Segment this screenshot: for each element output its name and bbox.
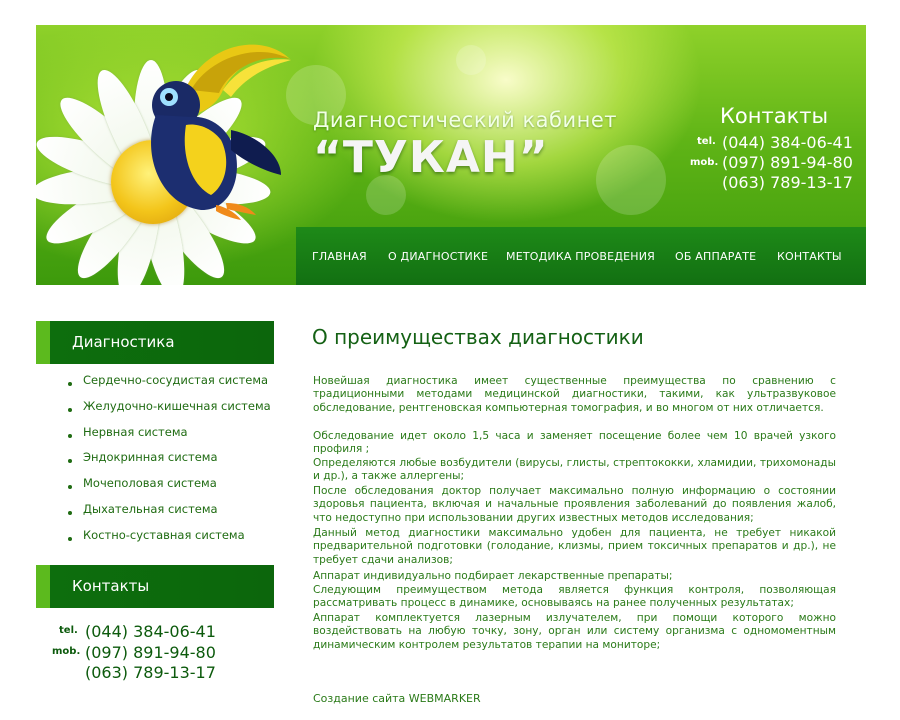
nav-item-home[interactable]: ГЛАВНАЯ (312, 250, 367, 263)
tel-label: tel. (59, 625, 78, 636)
bokeh-light (596, 145, 666, 215)
content-paragraph: Обследование идет около 1,5 часа и заменяет посещение более чем 10 врачей узкого профиля ; (313, 430, 836, 456)
sidebar-item-genitourinary[interactable]: Мочеполовая система (68, 476, 271, 502)
sidebar-contacts-header (36, 565, 274, 608)
nav-item-about-diagnostics[interactable]: О ДИАГНОСТИКЕ (388, 250, 489, 263)
sidebar-item-gastrointestinal[interactable]: Желудочно-кишечная система (68, 399, 271, 425)
nav-item-device[interactable]: ОБ АППАРАТЕ (675, 250, 757, 263)
header-banner (36, 25, 866, 285)
sidebar-diagnostics-header (36, 321, 274, 364)
mob-label: mob. (52, 646, 81, 657)
sidebar-diagnostics-list (68, 373, 271, 554)
sidebar-contacts-title: Контакты (72, 577, 150, 595)
page-title: О преимуществах диагностики (312, 325, 644, 349)
content-paragraph: Следующим преимуществом метода является функция контроля, позволяющая рассматривать процесс в динамике, основываясь на ранее полученных результатах; (313, 584, 836, 610)
content-paragraph: Аппарат индивидуально подбирает лекарственные препараты; (313, 570, 673, 582)
sidebar-item-endocrine[interactable]: Эндокринная система (68, 450, 271, 476)
sidebar-item-nervous[interactable]: Нервная система (68, 425, 271, 451)
tel-label: tel. (697, 136, 716, 147)
header-phone: (097) 891-94-80 (722, 153, 853, 172)
header-title: Диагностический кабинет (313, 108, 618, 132)
nav-item-methodology[interactable]: МЕТОДИКА ПРОВЕДЕНИЯ (506, 250, 656, 263)
nav-item-contacts[interactable]: КОНТАКТЫ (777, 250, 842, 263)
sidebar-phone: (044) 384-06-41 (85, 622, 216, 641)
content-paragraph: Новейшая диагностика имеет существенные преимущества по сравнению с традиционными методами медицинской диагностики, такими, как ультразвуковое обследование, рентгеновская компьютерная томография, и во многом от них отличается. (313, 375, 836, 414)
sidebar-item-respiratory[interactable]: Дыхательная система (68, 502, 271, 528)
brand-name: “ТУКАН” (313, 132, 549, 183)
header-phone: (044) 384-06-41 (722, 133, 853, 152)
sidebar-diagnostics-title: Диагностика (72, 333, 175, 351)
header-contacts-title: Контакты (720, 104, 829, 128)
sidebar-item-cardiovascular[interactable]: Сердечно-сосудистая система (68, 373, 271, 399)
main-nav (296, 227, 866, 285)
content-paragraph: После обследования доктор получает максимально полную информацию о состоянии здоровья пациента, включая и начальные проявления заболеваний до появления жалоб, что недоступно при использовании других известных методов исследования; (313, 485, 836, 524)
sidebar-phone: (063) 789-13-17 (85, 663, 216, 682)
header-phone: (063) 789-13-17 (722, 173, 853, 192)
sidebar-item-musculoskeletal[interactable]: Костно-суставная система (68, 528, 271, 554)
footer-credit-link[interactable]: Создание сайта WEBMARKER (313, 692, 481, 705)
content-paragraph: Аппарат комплектуется лазерным излучателем, при помощи которого можно воздействовать на любую точку, зону, орган или систему организма с одномоментным динамическим контролем результатов терапии на мониторе; (313, 612, 836, 651)
sidebar-phone: (097) 891-94-80 (85, 643, 216, 662)
bokeh-light (456, 45, 486, 75)
toucan-logo-icon (131, 35, 331, 225)
content-paragraph: Данный метод диагностики максимально удобен для пациента, не требует никакой предварительной подготовки (голодание, клизмы, прием токсичных препаратов и др.), не требует сдачи анализов; (313, 527, 836, 566)
content-paragraph: Определяются любые возбудители (вирусы, глисты, стрептококки, хламидии, трихомонады и др.), а также аллергены; (313, 457, 836, 483)
mob-label: mob. (690, 157, 719, 168)
